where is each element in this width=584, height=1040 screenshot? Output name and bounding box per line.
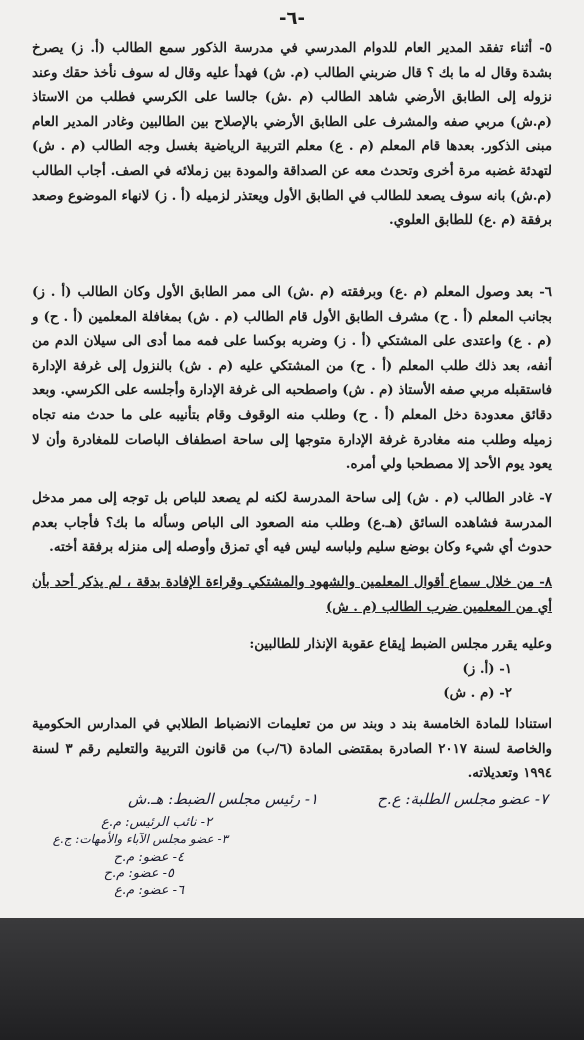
decision-intro: وعليه يقرر مجلس الضبط إيقاع عقوبة الإنذار للطالبين: (249, 636, 552, 652)
paragraph-7: ٧- غادر الطالب (م . ش) إلى ساحة المدرسة لكنه لم يصعد للباص بل توجه إلى ممر مدخل المدرسة فشاهده السائق (هـ.ع) وطلب منه الصعود الى الباص وسأله ما بك؟ فأجاب بعدم حدوث أي شيء وكان بوضع سليم ولباسه ليس فيه أي تمزق وأوصله إلى منزله برفقة أخته. (32, 490, 552, 556)
paragraph-5: ٥- أثناء تفقد المدير العام للدوام المدرسي في مدرسة الذكور سمع الطالب (أ. ز) يصرخ بشدة وقال له ما بك ؟ قال ضربني الطالب (م. ش) فهدأ عليه وقال له سوف نأخذ حقك وعند نزوله إلى الطابق الأرضي شاهد الطالب (م .ش) جالسا على الكرسي فطلب من الاستاذ (م.ش) مربي صفه والمشرف على الطابق الأرضي بالإصلاح بين الطالبين وغادر المدير العام مبنى الذكور. بعدها قام المعلم (م . ع) معلم التربية الرياضية بغسل وجه الطالب (م . ش) لتهدئة غضبه مرة أخرى وتحدث معه عن الصداقة والمودة بين زملائه في الصف. أجاب الطالب (م.ش) بانه سوف يصعد للطالب في الطابق الأول ويعتذر لزميله (أ . ز) لانهاء الموضوع وصعد برفقة (م .ع) للطابق العلوي. (32, 40, 552, 229)
paragraph-6: ٦- بعد وصول المعلم (م .ع) وبرفقته (م .ش) الى ممر الطابق الأول وكان الطالب (أ . ز) بجانب المعلم (أ . ح) مشرف الطابق الأول قام الطالب (م . ش) بمغافلة المعلمين (أ . ح) و (م . ع) واعتدى على المشتكي (أ . ز) وضربه بوكسا على فمه مما أدى الى سيلان الدم من أنفه، بعد ذلك طلب المعلم (أ . ح) من المشتكي عليه (م . ش) بالنزول إلى غرفة الإدارة فاستقبله مربي صفه الأستاذ (م . ش) واصطحبه الى غرفة الإدارة وأجلسه على الكرسي. وبعد دقائق معدودة دخل المعلم (أ . ح) وطلب منه الوقوف وقام بتأنيبه على ما حدث منه تجاه زميله وطلب منه مغادرة غرفة الإدارة متوجها إلى ساحة اصطفاف الباصات للمغادرة وأن لا يعود يوم الأحد إلا مصطحبا ولي أمره. (32, 284, 552, 473)
page-number: -٦- (279, 8, 305, 29)
signature-3: ٣- عضو مجلس الآباء والأمهات: ج.ع (52, 832, 228, 846)
signature-7: ٧- عضو مجلس الطلبة: ع.ح (377, 790, 548, 808)
signature-6: ٦- عضو: م.ع (114, 883, 184, 898)
signature-2: ٢- نائب الرئيس: م.ع (101, 815, 212, 830)
signature-4: ٤- عضو: م.ح (113, 850, 184, 865)
signature-1: ١- رئيس مجلس الضبط: هـ.ش (127, 790, 318, 808)
paragraph-8: ٨- من خلال سماع أقوال المعلمين والشهود والمشتكي وقراءة الإفادة بدقة ، لم يذكر أحد بأن أي من المعلمين ضرب الطالب (م . ش) (32, 574, 552, 615)
legal-basis: استنادا للمادة الخامسة بند د وبند س من تعليمات الانضباط الطلابي في المدارس الحكومية والخاصة لسنة ٢٠١٧ الصادرة بمقتضى المادة (٦/ب) من قانون التربية والتعليم رقم ٣ لسنة ١٩٩٤ وتعديلاته. (32, 716, 553, 782)
decision-block (32, 632, 552, 706)
decision-item-2: ٢- (م . ش) (443, 685, 512, 702)
background-surface (0, 918, 584, 1040)
signature-5: ٥- عضو: م.ح (103, 866, 174, 881)
decision-item-1: ١- (أ. ز) (462, 660, 512, 677)
